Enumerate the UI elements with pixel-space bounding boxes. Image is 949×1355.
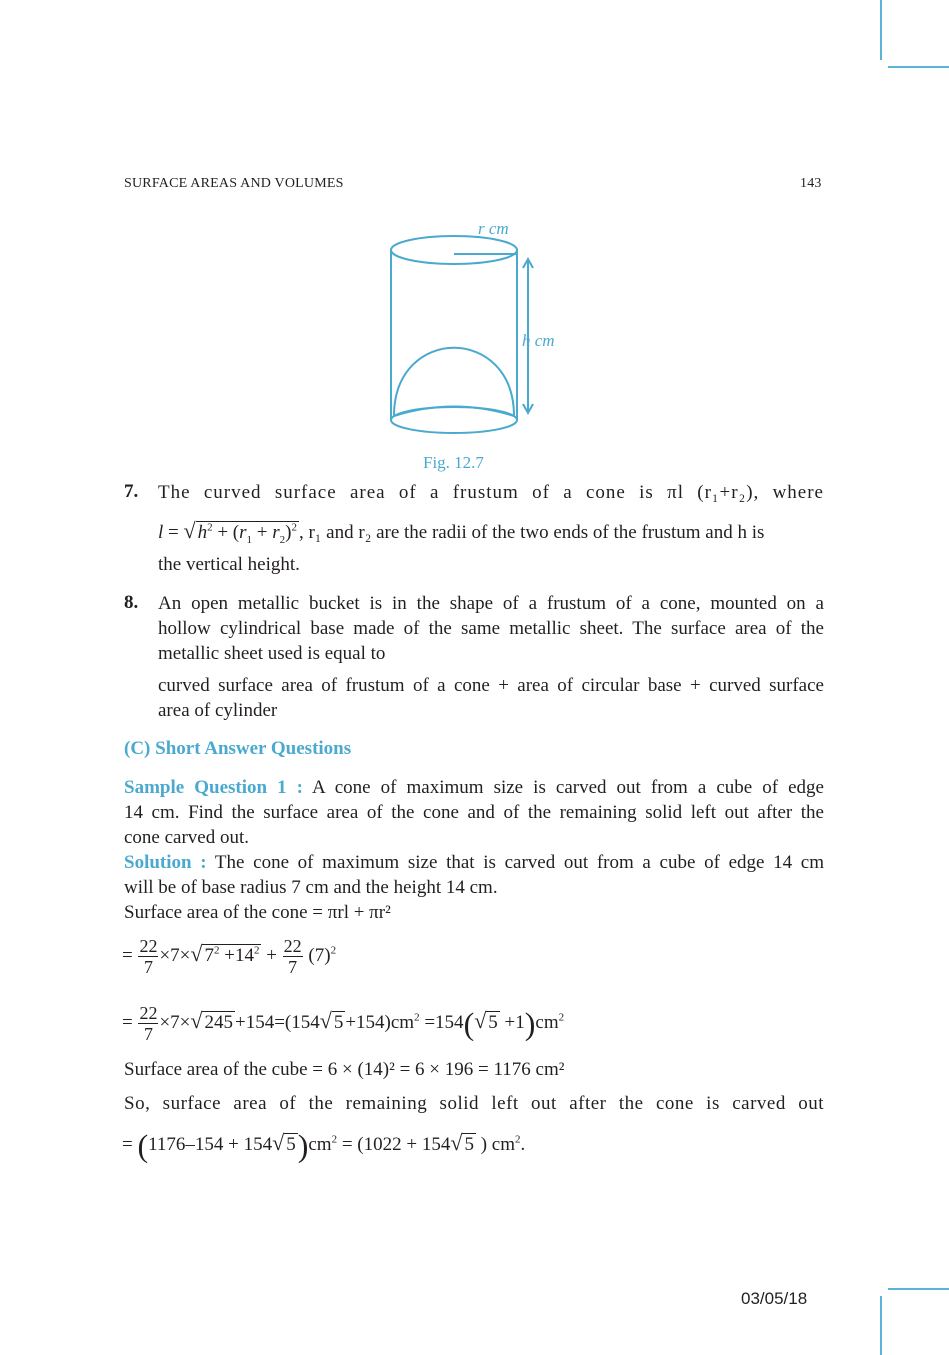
equation-step-2: = $\frac{22}{7}$ ×7×√ 245 +154=(154√ $5 +154)cm^2 =154(√$ $5 +1)cm^2$ — [122, 1003, 565, 1044]
crop-mark-top-horizontal — [888, 66, 949, 68]
solution-label: Solution : — [124, 852, 207, 873]
sample-question-text: A cone of maximum size is carved out from a cube of edge — [311, 777, 824, 798]
figure-label-radius: r cm — [478, 219, 509, 238]
footer-date: 03/05/18 — [741, 1289, 808, 1308]
crop-mark-bottom-horizontal — [888, 1288, 949, 1290]
crop-mark-bottom-vertical — [880, 1296, 882, 1355]
q7-line1: The curved surface area of a frustum of a cone is πl (r₁+r₂), where — [158, 482, 824, 503]
section-heading: (C) Short Answer Questions — [124, 738, 352, 759]
solution-line3: Surface area of the cone = πrl + πr² — [124, 902, 391, 923]
page-number: 143 — [800, 176, 822, 191]
running-title: SURFACE AREAS AND VOLUMES — [124, 176, 344, 191]
q8-line5: area of cylinder — [158, 700, 278, 721]
q8-number: 8. — [124, 592, 139, 613]
solution-text: The cone of maximum size that is carved out from a cube of edge 14 cm — [214, 852, 824, 873]
cube-surface-area-line: Surface area of the cube = 6 × (14)² = 6 × 196 = 1176 cm² — [124, 1059, 565, 1080]
solution-line1 — [124, 850, 824, 875]
q7-number: 7. — [124, 481, 139, 502]
solution-line2: will be of base radius 7 cm and the height 14 cm. — [124, 877, 498, 898]
q7-line2-tail: , r₁ and r₂ are the radii of the two ends of the frustum and h is — [298, 522, 765, 543]
q8-line3: metallic sheet used is equal to — [158, 643, 386, 664]
q8-line2: hollow cylindrical base made of the same metallic sheet. The surface area of the — [158, 618, 824, 639]
cylinder-top-ellipse — [391, 236, 517, 264]
sample-question-label: Sample Question 1 : — [124, 777, 303, 798]
final-equation: = (1176–154 + 154√ $5)cm^2 = (1022 + 154√$ 5 ) $cm^2$. — [122, 1127, 526, 1164]
q8-line1: An open metallic bucket is in the shape of a frustum of a cone, mounted on a — [158, 593, 824, 614]
figure-caption: Fig. 12.7 — [423, 453, 484, 472]
figure-label-height: h cm — [522, 331, 555, 350]
sample-question-line3: cone carved out. — [124, 827, 250, 848]
equation-step-1: = $\frac{22}{7}$ ×7×√ $7^2 +14^2$ + $\frac{22}{7}$ $(7)^2$ — [122, 936, 337, 977]
sample-question-line2: 14 cm. Find the surface area of the cone and of the remaining solid left out after the — [124, 802, 824, 823]
q8-line4: curved surface area of frustum of a cone + area of circular base + curved surface — [158, 675, 824, 696]
remaining-solid-line: So, surface area of the remaining solid left out after the cone is carved out — [124, 1093, 824, 1114]
q7-formula-line: l = √ $h^2 + (r_1 + r_2)^2$ , r₁ and r₂ are the radii of the two ends of the frustum and h is — [158, 518, 765, 546]
sample-question-line1 — [124, 775, 824, 800]
crop-mark-top-vertical — [880, 0, 882, 60]
q7-line3: the vertical height. — [158, 554, 300, 575]
